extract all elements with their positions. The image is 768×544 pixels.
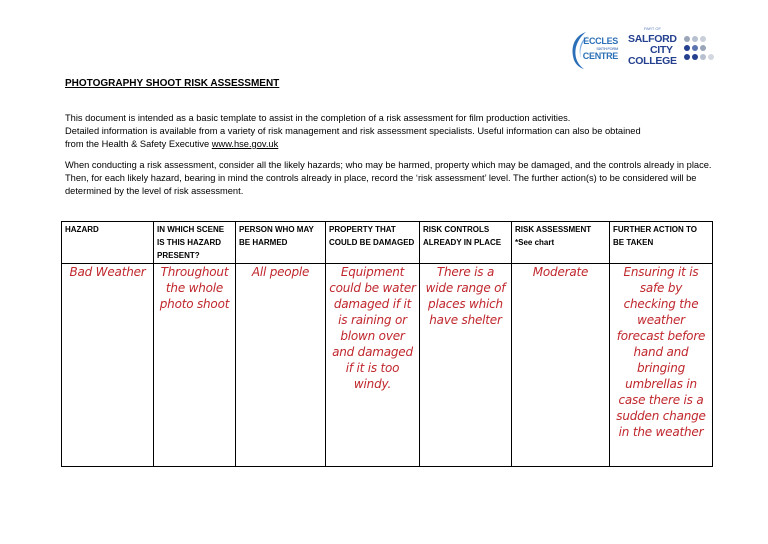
salford-logo bbox=[626, 26, 714, 72]
cell-risk-controls[interactable]: There is a wide range of places which have shelter bbox=[420, 264, 512, 467]
intro-text bbox=[65, 112, 715, 206]
eccles-line3: CENTRE bbox=[582, 51, 618, 61]
header-hazard: HAZARD bbox=[62, 222, 154, 264]
cell-further-action[interactable]: Ensuring it is safe by checking the weather forecast before hand and bringing umbrellas in case there is a sudden change in the weather bbox=[610, 264, 713, 467]
intro-line-2: Detailed information is available from a variety of risk management and risk assessment specialists. Useful information can also be obtained bbox=[65, 126, 641, 136]
college-logos bbox=[566, 22, 716, 74]
table-header-row bbox=[62, 222, 713, 264]
risk-assessment-table bbox=[61, 221, 713, 467]
header-further-action: FURTHER ACTION TO BE TAKEN bbox=[610, 222, 713, 264]
header-risk-controls: RISK CONTROLS ALREADY IN PLACE bbox=[420, 222, 512, 264]
intro-line-1: This document is intended as a basic template to assist in the completion of a risk assessment for film production activities. bbox=[65, 113, 571, 123]
cell-hazard[interactable]: Bad Weather bbox=[62, 264, 154, 467]
dots-pattern-icon bbox=[678, 36, 714, 68]
eccles-line2: SIXTH FORM bbox=[596, 46, 618, 51]
salford-line3: COLLEGE bbox=[628, 55, 677, 67]
intro-line-3: from the Health & Safety Executive bbox=[65, 139, 212, 149]
eccles-logo bbox=[568, 30, 618, 70]
cell-risk-assessment[interactable]: Moderate bbox=[512, 264, 610, 467]
table-row bbox=[62, 264, 713, 467]
cell-person-harmed[interactable]: All people bbox=[236, 264, 326, 467]
page-title: PHOTOGRAPHY SHOOT RISK ASSESSMENT bbox=[65, 78, 280, 89]
header-risk-assessment: RISK ASSESSMENT *See chart bbox=[512, 222, 610, 264]
cell-property-damaged[interactable]: Equipment could be water damaged if it is raining or blown over and damaged if it is too windy. bbox=[326, 264, 420, 467]
salford-line2: CITY bbox=[650, 44, 673, 56]
header-person-harmed: PERSON WHO MAY BE HARMED bbox=[236, 222, 326, 264]
salford-prefix: PART OF bbox=[644, 26, 661, 31]
salford-line1: SALFORD bbox=[628, 33, 677, 45]
intro-paragraph-1 bbox=[65, 112, 715, 151]
eccles-line1: ECCLES bbox=[583, 36, 618, 46]
header-property-damaged: PROPERTY THAT COULD BE DAMAGED bbox=[326, 222, 420, 264]
cell-scene[interactable]: Throughout the whole photo shoot bbox=[154, 264, 236, 467]
intro-paragraph-2: When conducting a risk assessment, consider all the likely hazards; who may be harmed, property which may be damaged, and the controls already in place. Then, for each likely hazard, bearing in mind the controls already in place, record the ‘risk assessment’ level. The further action(s) to be considered will be determined by the level of risk assessment. bbox=[65, 160, 712, 196]
hse-link[interactable]: www.hse.gov.uk bbox=[211, 139, 279, 149]
header-scene: IN WHICH SCENE IS THIS HAZARD PRESENT? bbox=[154, 222, 236, 264]
